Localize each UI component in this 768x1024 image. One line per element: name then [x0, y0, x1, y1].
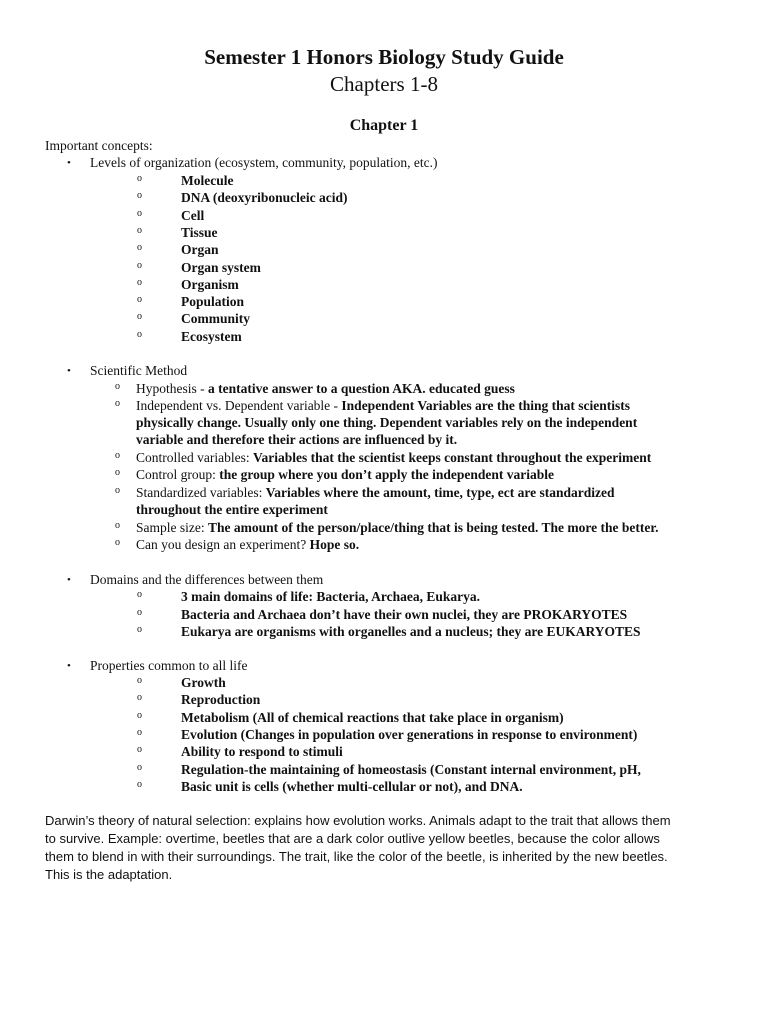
paragraph-line: Darwin’s theory of natural selection: explains how evolution works. Animals adapt to the trait that allows them	[45, 813, 671, 828]
variables-item: Independent vs. Dependent variable - Independent Variables are the thing that scientists	[136, 398, 630, 413]
hypothesis-item: Hypothesis - a tentative answer to a question AKA. educated guess	[136, 381, 515, 396]
level-item: DNA (deoxyribonucleic acid)	[181, 190, 348, 206]
domain-item: Bacteria and Archaea don’t have their own nuclei, they are PROKARYOTES	[181, 606, 628, 622]
sub-bullet-icon: o	[115, 381, 120, 392]
bullet-icon: •	[67, 660, 71, 672]
level-item: Community	[181, 311, 251, 327]
sub-bullet-icon: o	[137, 224, 142, 236]
level-item: Organ system	[181, 259, 261, 275]
bullet-icon: •	[67, 365, 71, 377]
sample-size-item: Sample size: The amount of the person/place/thing that is being tested. The more the better.	[136, 520, 659, 535]
level-item: Molecule	[181, 173, 234, 188]
control-group-item: Control group: the group where you don’t apply the independent variable	[136, 467, 555, 482]
standardized-variables-item: Standardized variables: Variables where the amount, time, type, ect are standardized	[136, 485, 615, 500]
paragraph-line: them to blend in with their surroundings. The trait, like the color of the beetle, is inherited by the new beetles.	[45, 849, 668, 864]
sub-bullet-icon: o	[137, 675, 142, 686]
sub-bullet-icon: o	[137, 624, 142, 635]
property-item: Basic unit is cells (whether multi-cellular or not), and DNA.	[181, 778, 523, 794]
design-experiment-item: Can you design an experiment? Hope so.	[136, 537, 360, 552]
properties-heading: Properties common to all life	[90, 658, 248, 673]
domain-item: Eukarya are organisms with organelles and a nucleus; they are EUKARYOTES	[181, 624, 641, 639]
standardized-variables-line2: throughout the entire experiment	[136, 502, 328, 517]
level-item: Ecosystem	[181, 328, 242, 344]
variables-item-line2: physically change. Usually only one thing. Dependent variables rely on the independent	[136, 415, 638, 430]
sub-bullet-icon: o	[137, 589, 142, 600]
important-concepts-label: Important concepts:	[45, 138, 153, 153]
sub-bullet-icon: o	[137, 259, 142, 271]
sub-bullet-icon: o	[137, 606, 142, 618]
sub-bullet-icon: o	[137, 173, 142, 184]
sub-bullet-icon: o	[137, 726, 142, 738]
sub-bullet-icon: o	[115, 520, 120, 531]
level-item: Organ	[181, 242, 219, 258]
sub-bullet-icon: o	[137, 328, 142, 340]
level-item: Tissue	[181, 224, 218, 240]
property-item: Metabolism (All of chemical reactions that take place in organism)	[181, 709, 564, 725]
darwin-paragraph	[45, 812, 725, 884]
bullet-icon: •	[67, 574, 71, 586]
sub-bullet-icon: o	[137, 761, 142, 773]
variables-item-line3: variable and therefore their actions are influenced by it.	[136, 432, 458, 447]
level-item: Cell	[181, 207, 205, 223]
property-item: Evolution (Changes in population over generations in response to environment)	[181, 726, 638, 742]
sub-bullet-icon: o	[137, 294, 142, 306]
levels-heading: Levels of organization (ecosystem, community, population, etc.)	[90, 155, 438, 170]
property-item: Growth	[181, 675, 226, 690]
sub-bullet-icon: o	[115, 467, 120, 478]
level-item: Population	[181, 294, 245, 310]
sub-bullet-icon: o	[137, 744, 142, 756]
sub-bullet-icon: o	[137, 692, 142, 704]
sub-bullet-icon: o	[137, 242, 142, 254]
sub-bullet-icon: o	[115, 485, 120, 496]
document-subtitle: Chapters 1-8	[330, 72, 438, 96]
property-item: Ability to respond to stimuli	[181, 744, 343, 760]
sub-bullet-icon: o	[137, 778, 142, 790]
sub-bullet-icon: o	[137, 207, 142, 219]
sub-bullet-icon: o	[137, 190, 142, 202]
sub-bullet-icon: o	[115, 450, 120, 461]
sub-bullet-icon: o	[115, 398, 120, 409]
domain-item: 3 main domains of life: Bacteria, Archaea, Eukarya.	[181, 589, 480, 604]
paragraph-line: to survive. Example: overtime, beetles that are a dark color outlive yellow beetles, because the color allows	[45, 831, 660, 846]
sub-bullet-icon: o	[137, 709, 142, 721]
chapter-heading: Chapter 1	[349, 117, 419, 134]
sub-bullet-icon: o	[137, 311, 142, 323]
property-item: Reproduction	[181, 692, 261, 708]
sub-bullet-icon: o	[137, 276, 142, 288]
controlled-variables-item: Controlled variables: Variables that the scientist keeps constant throughout the experiment	[136, 450, 652, 465]
bullet-icon: •	[67, 157, 71, 169]
document-title: Semester 1 Honors Biology Study Guide	[204, 45, 564, 69]
property-item: Regulation-the maintaining of homeostasis (Constant internal environment, pH,	[181, 761, 641, 777]
sub-bullet-icon: o	[115, 537, 120, 548]
domains-heading: Domains and the differences between them	[90, 572, 324, 587]
scientific-method-heading: Scientific Method	[90, 363, 188, 378]
level-item: Organism	[181, 276, 239, 292]
paragraph-line: This is the adaptation.	[45, 867, 173, 882]
